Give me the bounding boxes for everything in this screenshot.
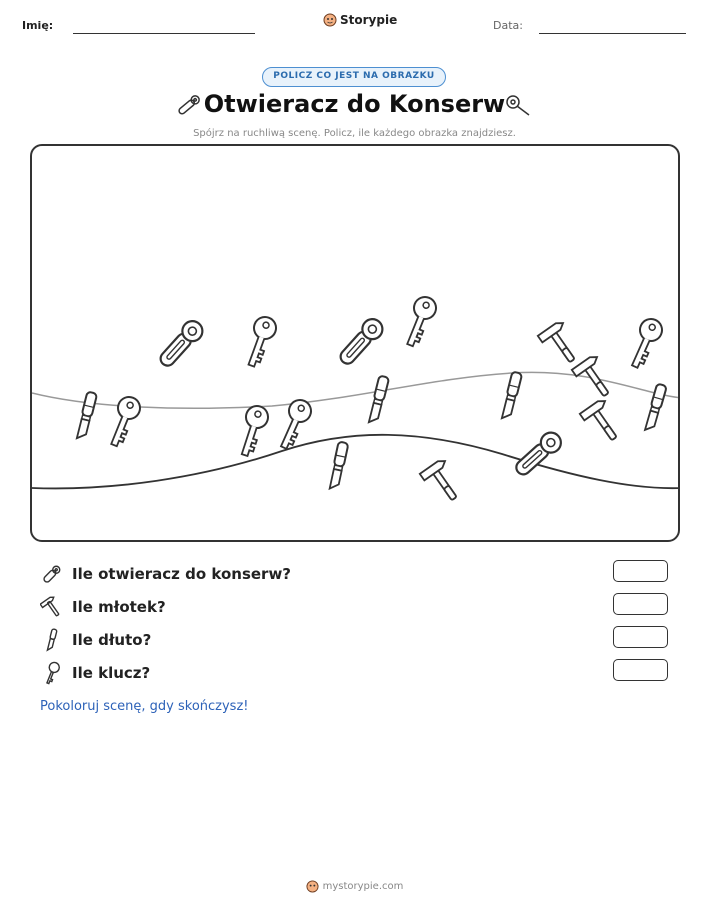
date-label: Data: [493, 19, 523, 32]
brand-name: Storypie [340, 13, 398, 27]
answer-box-can-opener[interactable] [613, 560, 668, 582]
subtitle: Spójrz na ruchliwą scenę. Policz, ile każdego obrazka znajdziesz. [193, 128, 516, 139]
instruction-badge: POLICZ CO JEST NA OBRAZKU [262, 67, 446, 87]
answer-box-chisel[interactable] [613, 626, 668, 648]
counting-scene[interactable] [30, 144, 680, 542]
question-key [40, 660, 150, 686]
site-url[interactable]: mystorypie.com [322, 881, 404, 892]
question-text: Ile dłuto? [72, 631, 152, 649]
hammer-icon [40, 595, 64, 619]
can-opener-wheel-icon [503, 92, 533, 118]
answer-box-key[interactable] [613, 659, 668, 681]
chisel-icon [40, 628, 64, 652]
storypie-mascot-icon [323, 13, 337, 27]
date-field-line[interactable] [539, 33, 686, 34]
scene-drawing [32, 146, 680, 542]
name-label: Imię: [22, 19, 54, 32]
question-hammer [40, 594, 166, 620]
question-text: Ile młotek? [72, 598, 166, 616]
page-title: Otwieracz do Konserw [203, 90, 506, 118]
coloring-note: Pokoloruj scenę, gdy skończysz! [40, 699, 249, 714]
site-footer [0, 880, 709, 893]
answer-box-hammer[interactable] [613, 593, 668, 615]
question-text: Ile klucz? [72, 664, 151, 682]
brand-logo [323, 13, 397, 27]
question-chisel [40, 627, 151, 653]
name-field-line[interactable] [73, 33, 255, 34]
key-icon [40, 661, 64, 685]
question-can-opener [40, 561, 291, 587]
question-text: Ile otwieracz do konserw? [72, 565, 292, 583]
can-opener-icon [40, 562, 64, 586]
storypie-mascot-icon [306, 880, 319, 893]
